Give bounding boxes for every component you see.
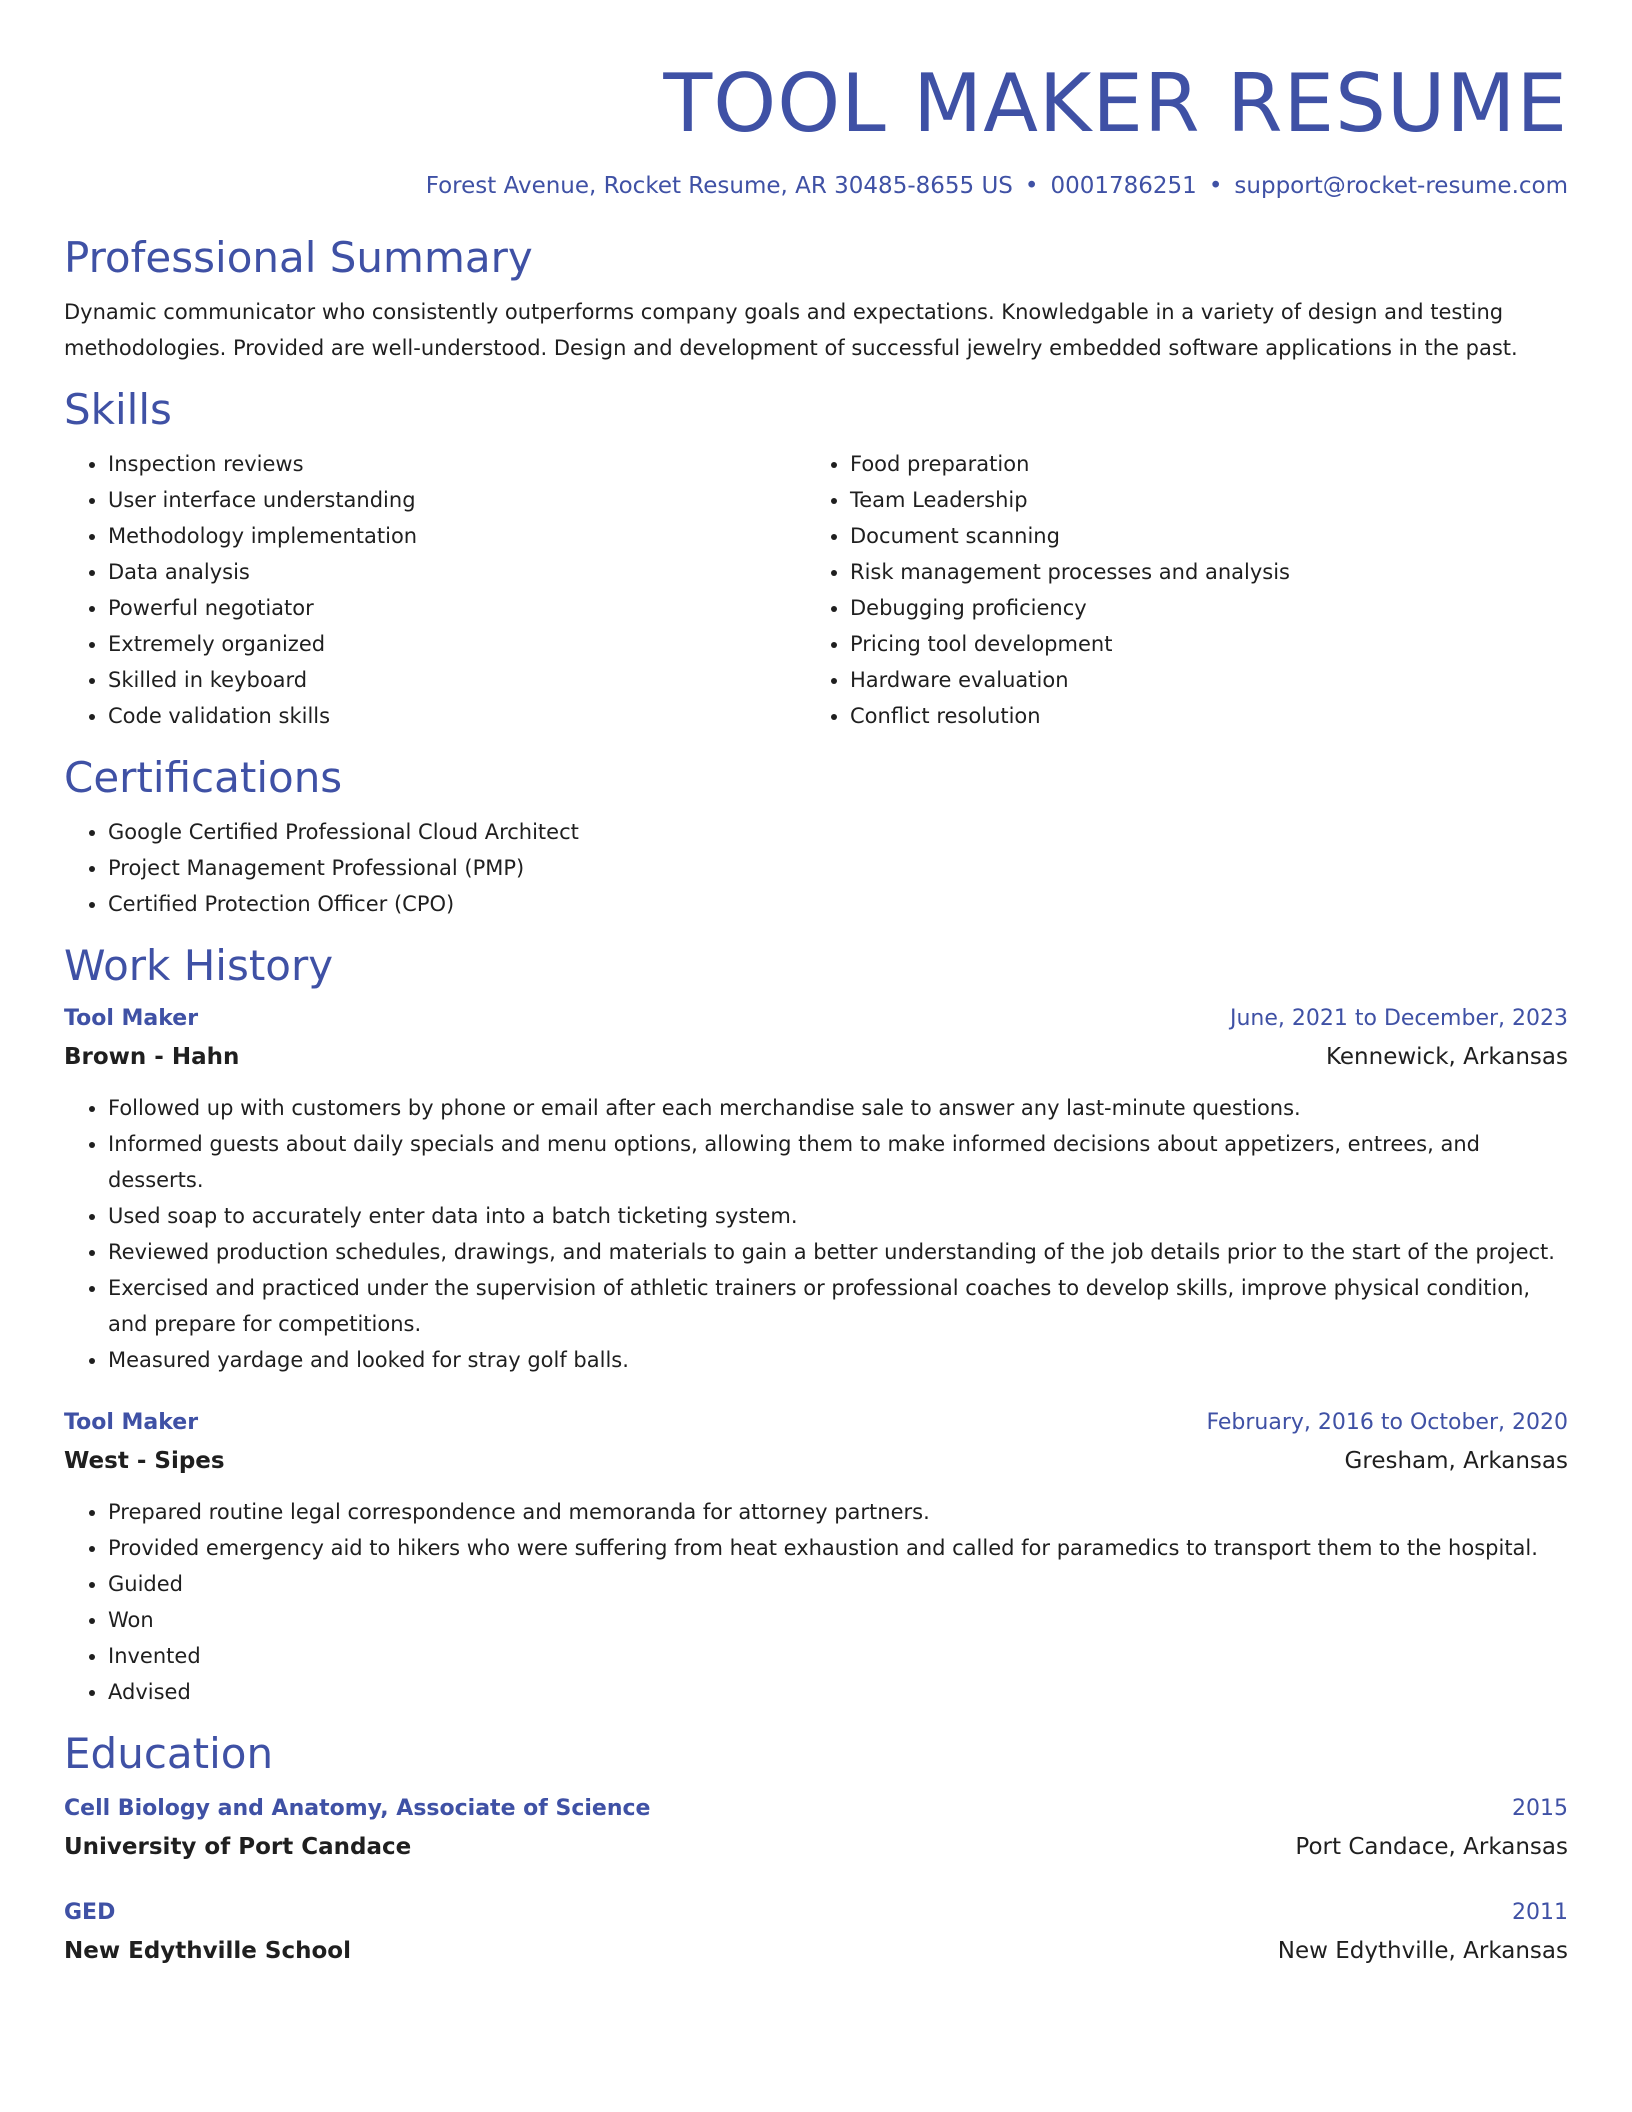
education-year: 2011: [1512, 1900, 1568, 1925]
summary-text: Dynamic communicator who consistently outperforms company goals and expectations. Knowledgable in a variety of design and testing methodologies. Provided are well-understood. Design and development of successful jewelry embedded software applications in the past.: [64, 300, 1518, 360]
job-dates: June, 2021 to December, 2023: [1229, 1006, 1568, 1031]
job-bullet: • Exercised and practiced under the supervision of athletic trainers or professional coaches to develop skills, improve physical condition, and prepare for competitions.: [108, 1270, 1568, 1342]
summary-section: [64, 232, 1568, 366]
skills-column-right: [806, 446, 1548, 734]
contact-address: Forest Avenue, Rocket Resume, AR 30485-8655 US: [425, 173, 1013, 199]
contact-phone: 0001786251: [1050, 173, 1197, 199]
education-section: [64, 1728, 1568, 1970]
skill-item: • Risk management processes and analysis: [850, 554, 1548, 590]
contact-email: support@rocket-resume.com: [1234, 173, 1568, 199]
job-entry: [64, 1000, 1568, 1378]
skills-heading: Skills: [64, 385, 172, 434]
work-history-heading: Work History: [64, 941, 334, 990]
job-bullet: • Measured yardage and looked for stray golf balls.: [108, 1342, 1568, 1378]
skill-item: • Pricing tool development: [850, 626, 1548, 662]
job-bullet: • Invented: [108, 1638, 1568, 1674]
job-bullet: • Provided emergency aid to hikers who were suffering from heat exhaustion and called for paramedics to transport them to the hospital.: [108, 1530, 1568, 1566]
skills-section: [64, 384, 1568, 734]
job-location: Gresham, Arkansas: [1344, 1448, 1568, 1474]
skill-item: • Team Leadership: [850, 482, 1548, 518]
skill-item: • Debugging proficiency: [850, 590, 1548, 626]
job-dates: February, 2016 to October, 2020: [1206, 1410, 1568, 1435]
education-degree: Cell Biology and Anatomy, Associate of Science: [64, 1796, 651, 1821]
job-bullet: • Won: [108, 1602, 1568, 1638]
skill-item: • Extremely organized: [108, 626, 806, 662]
job-company: Brown - Hahn: [64, 1044, 240, 1070]
education-entry: [64, 1894, 1568, 1970]
job-bullet: • Guided: [108, 1566, 1568, 1602]
job-title: Tool Maker: [64, 1006, 199, 1031]
contact-line: [64, 170, 1568, 202]
job-entry: [64, 1404, 1568, 1710]
resume-title: TOOL MAKER RESUME: [663, 57, 1568, 150]
work-history-section: [64, 940, 1568, 1710]
education-location: Port Candace, Arkansas: [1295, 1834, 1568, 1860]
skill-item: • Document scanning: [850, 518, 1548, 554]
skill-item: • Skilled in keyboard: [108, 662, 806, 698]
certifications-heading: Certifications: [64, 753, 343, 802]
skill-item: • Powerful negotiator: [108, 590, 806, 626]
job-bullet: • Followed up with customers by phone or email after each merchandise sale to answer any last-minute questions.: [108, 1090, 1568, 1126]
skill-item: • Hardware evaluation: [850, 662, 1548, 698]
skills-grid: [64, 446, 1568, 734]
skills-column-left: [64, 446, 806, 734]
job-bullet: • Reviewed production schedules, drawings, and materials to gain a better understanding of the job details prior to the start of the project.: [108, 1234, 1568, 1270]
job-bullet: • Prepared routine legal correspondence and memoranda for attorney partners.: [108, 1494, 1568, 1530]
education-year: 2015: [1512, 1796, 1568, 1821]
job-title: Tool Maker: [64, 1410, 199, 1435]
job-location: Kennewick, Arkansas: [1325, 1044, 1568, 1070]
skill-item: • Code validation skills: [108, 698, 806, 734]
education-heading: Education: [64, 1729, 274, 1778]
education-school: University of Port Candace: [64, 1834, 412, 1860]
skill-item: • Food preparation: [850, 446, 1548, 482]
skill-item: • Data analysis: [108, 554, 806, 590]
education-school: New Edythville School: [64, 1938, 351, 1964]
skill-item: • User interface understanding: [108, 482, 806, 518]
certification-item: • Certified Protection Officer (CPO): [108, 886, 1568, 922]
certification-item: • Project Management Professional (PMP): [108, 850, 1568, 886]
summary-heading: Professional Summary: [64, 233, 533, 282]
job-bullet: • Used soap to accurately enter data into a batch ticketing system.: [108, 1198, 1568, 1234]
certifications-section: [64, 752, 1568, 922]
education-degree: GED: [64, 1900, 116, 1925]
education-location: New Edythville, Arkansas: [1277, 1938, 1568, 1964]
job-company: West - Sipes: [64, 1448, 225, 1474]
contact-separator: •: [1208, 173, 1223, 199]
job-bullet: • Advised: [108, 1674, 1568, 1710]
resume-page: [64, 56, 1568, 1970]
contact-separator: •: [1024, 173, 1039, 199]
skill-item: • Methodology implementation: [108, 518, 806, 554]
skill-item: • Inspection reviews: [108, 446, 806, 482]
job-bullet: • Informed guests about daily specials and menu options, allowing them to make informed decisions about appetizers, entrees, and desserts.: [108, 1126, 1568, 1198]
skill-item: • Conflict resolution: [850, 698, 1548, 734]
education-entry: [64, 1790, 1568, 1866]
certification-item: • Google Certified Professional Cloud Architect: [108, 814, 1568, 850]
